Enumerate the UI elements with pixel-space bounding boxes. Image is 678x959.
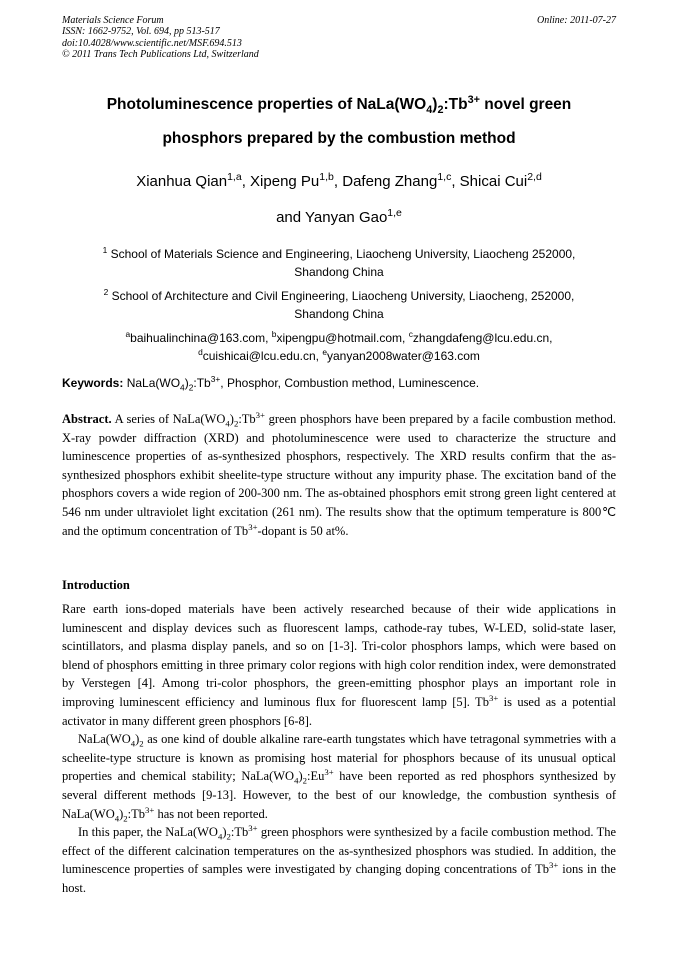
title-line-1: Photoluminescence properties of $NaLa(WO_4)_2:Tb^{3+}$ novel green (106, 93, 572, 117)
copyright-line: © 2011 Trans Tech Publications Ltd, Switzerland (62, 48, 259, 60)
journal-header (62, 15, 616, 60)
journal-name: Materials Science Forum (62, 15, 164, 26)
doi-line: doi:10.4028/www.scientific.net/MSF.694.513 (62, 37, 242, 49)
intro-paragraph-3: In this paper, the $NaLa(WO_4)_2:Tb^{3+}$ green phosphors were synthesized by a facile combustion method. The effect of the different calcination temperatures on the as-synthesized phosphors was studied. In addition, the luminescence properties of samples were investigated by changing doping concentrations of $Tb^{3+}$ ions in the host. (62, 822, 616, 895)
author-list (62, 164, 616, 236)
abstract-label: Abstract. (62, 412, 112, 426)
section-heading-introduction: Introduction (62, 578, 130, 592)
affiliation-1: $^1$ School of Materials Science and Engineering, Liaocheng University, Liaocheng 252000, Shandong China (102, 245, 576, 279)
author-emails: $^a$baihualinchina@163.com, $^b$xipengpu@hotmail.com, $^c$zhangdafeng@lcu.edu.cn, $^d$cuishicai@lcu.edu.cn, $^e$yanyan2008water@163.com (125, 329, 553, 363)
title-line-2: phosphors prepared by the combustion method (162, 130, 516, 147)
issn-line: ISSN: 1662-9752, Vol. 694, pp 513-517 (62, 26, 220, 38)
intro-paragraph-2: $NaLa(WO_4)_2$ as one kind of double alkaline rare-earth tungstates which have tetragonal symmetries with a scheelite-type structure is known as promising host material for phosphors because of its unusual optical properties and chemical stability; $NaLa(WO_4)_2:Eu^{3+}$ have been reported as red phosphors synthesized by several different methods [9-13]. However, to the best of our knowledge, the combustion synthesis of $NaLa(WO_4)_2:Tb^{3+}$ has not been reported. (62, 732, 617, 824)
authors-line-2: and Yanyan Gao$^{1,e}$ (276, 207, 402, 226)
authors-line-1: Xianhua Qian$^{1,a}$, Xipeng Pu$^{1,b}$, Dafeng Zhang$^{1,c}$, Shicai Cui$^{2,d}$ (136, 171, 542, 190)
paper-title (62, 88, 616, 156)
affiliations (80, 245, 598, 365)
abstract: Abstract. A series of $NaLa(WO_4)_2:Tb^{3+}$ green phosphors have been prepared by a facile combustion method. X-ray powder diffraction (XRD) and photoluminescence were used to characterize the structure and luminescence properties of as-synthesized phosphors, respectively. The XRD results confirm that the as-synthesized phosphors exhibit sheelite-type structure without any impurity phase. The excitation band of the phosphors covers a wide region of 200-300 nm. The as-obtained phosphors emit strong green light centered at 546 nm under ultraviolet light excitation (261 nm). The results show that the optimum temperature is 800℃ and the optimum concentration of $Tb^{3+}$-dopant is 50 at%. (62, 409, 616, 538)
intro-paragraph-1: Rare earth ions-doped materials have been actively researched because of their wide applications in luminescent and display devices such as fluorescent lamps, cathode-ray tubes, W-LED, solid-state laser, scintillators, and plasma display panels, and so on [1-3]. Tri-color phosphors lamps, which were based on blend of phosphors emitting in three primary color regions with high color rendition index, were demonstrated by Verstegen [4]. Among tri-color phosphors, the green-emitting phosphor plays an important role in improving luminescent efficiency and luminous flux for fluorescent lamp [5]. $Tb^{3+}$ is used as a potential activator in many different green phosphors [6-8]. (62, 602, 616, 728)
affiliation-2: $^2$ School of Architecture and Civil Engineering, Liaocheng University, Liaocheng, 252000, Shandong China (103, 287, 575, 321)
keywords-label: Keywords: (62, 376, 124, 390)
introduction-body (62, 600, 616, 898)
keywords: Keywords: $NaLa(WO_4)_2:Tb^{3+}$, Phosphor, Combustion method, Luminescence. (62, 374, 480, 393)
online-date: Online: 2011-07-27 (537, 15, 616, 26)
